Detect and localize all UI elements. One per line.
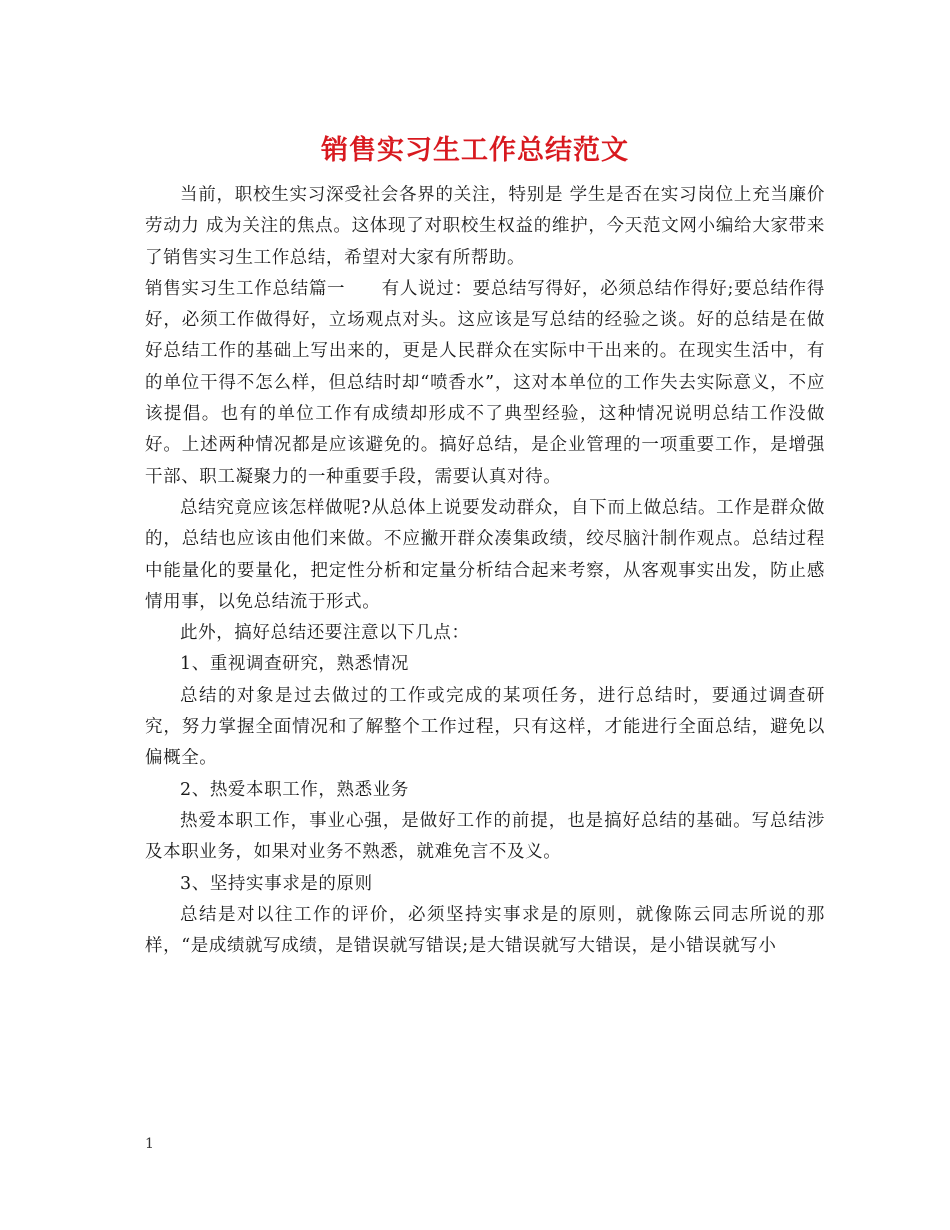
document-body	[145, 180, 825, 962]
paragraph-section-one: 销售实习生工作总结篇一 有人说过：要总结写得好，必须总结作得好;要总结作得好，必须工作做得好，立场观点对头。这应该是写总结的经验之谈。好的总结是在做好总结工作的基础上写出来的，更是人民群众在实际中干出来的。在现实生活中，有的单位干得不怎么样，但总结时却“喷香水”，这对本单位的工作失去实际意义，不应该提倡。也有的单位工作有成绩却形成不了典型经验，这种情况说明总结工作没做好。上述两种情况都是应该避免的。搞好总结，是企业管理的一项重要工作，是增强干部、职工凝聚力的一种重要手段，需要认真对待。	[145, 278, 825, 487]
point-body-1: 总结的对象是过去做过的工作或完成的某项任务，进行总结时，要通过调查研究，努力掌握全面情况和了解整个工作过程，只有这样，才能进行全面总结，避免以偏概全。	[145, 685, 825, 769]
point-body-2: 热爱本职工作，事业心强，是做好工作的前提，也是搞好总结的基础。写总结涉及本职业务，如果对业务不熟悉，就难免言不及义。	[145, 810, 825, 863]
point-heading-1: 1、重视调查研究，熟悉情况	[180, 654, 409, 675]
paragraph-how-to-summarize: 总结究竟应该怎样做呢?从总体上说要发动群众，自下而上做总结。工作是群众做的，总结也应该由他们来做。不应撇开群众凑集政绩，绞尽脑汁制作观点。总结过程中能量化的要量化，把定性分析和定量分析结合起来考察，从客观事实出发，防止感情用事，以免总结流于形式。	[145, 497, 825, 612]
page-number: 1	[145, 1136, 154, 1152]
document-title: 销售实习生工作总结范文	[321, 135, 629, 166]
point-body-3: 总结是对以往工作的评价，必须坚持实事求是的原则，就像陈云同志所说的那样，“是成绩就写成绩，是错误就写错误;是大错误就写大错误，是小错误就写小	[145, 904, 825, 957]
paragraph-intro: 当前，职校生实习深受社会各界的关注，特别是 学生是否在实习岗位上充当廉价劳动力 成为关注的焦点。这体现了对职校生权益的维护，今天范文网小编给大家带来了销售实习生工作总结，希望对大家有所帮助。	[145, 185, 825, 268]
point-heading-3: 3、坚持实事求是的原则	[180, 873, 373, 894]
paragraph-additional-points: 此外，搞好总结还要注意以下几点：	[180, 623, 470, 644]
point-heading-2: 2、热爱本职工作，熟悉业务	[180, 779, 409, 800]
